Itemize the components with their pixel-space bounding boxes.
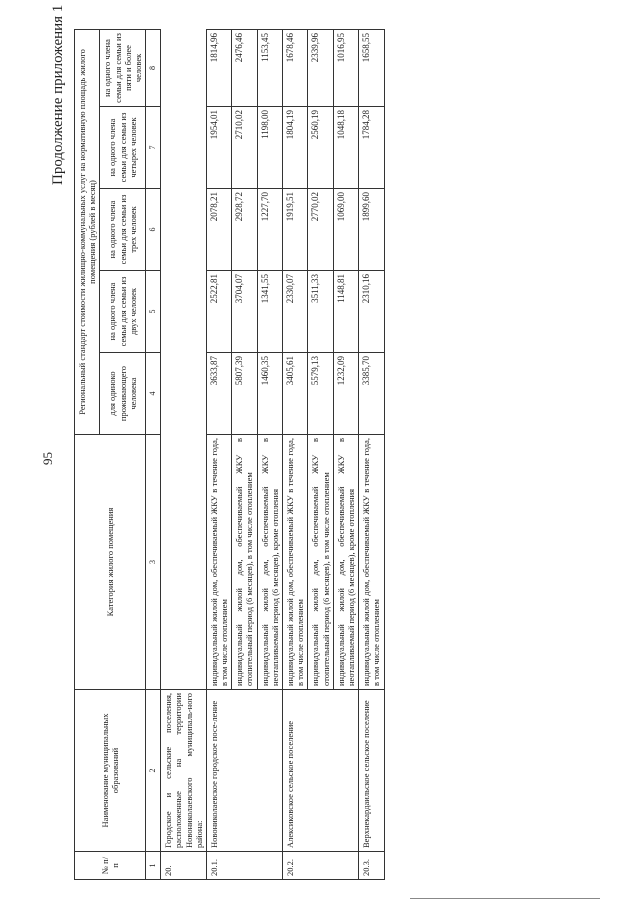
row-number: 20.3. [359, 852, 384, 880]
value-family-2: 1148,81 [333, 271, 358, 353]
bottom-edge-line [410, 898, 600, 899]
value-single: 5807,39 [232, 353, 257, 435]
value-family-4: 1198,00 [257, 107, 282, 189]
page-number: 95 [40, 452, 55, 465]
value-single: 1232,09 [333, 353, 358, 435]
value-family-2: 1341,55 [257, 271, 282, 353]
header-family-3: на одного члена семьи для семьи из трех человек [100, 189, 146, 271]
municipality-name: Верхнекардаильское сельское поселение [359, 690, 384, 852]
value-family-3: 1899,60 [359, 189, 384, 271]
housing-category: индивидуальный жилой дом, обеспечиваемый ЖКУ в неотапливаемый период (6 месяцев), кроме отопления [257, 435, 282, 690]
value-family-5plus: 1016,95 [333, 29, 358, 106]
value-family-2: 2522,81 [206, 271, 231, 353]
table-row [359, 29, 384, 879]
housing-cost-standard-table [74, 29, 385, 880]
value-family-2: 2310,16 [359, 271, 384, 353]
table-row [206, 29, 231, 879]
column-number-row [146, 29, 161, 879]
header-municipality: Наименование муниципальных образований [75, 690, 146, 852]
value-family-2: 2330,07 [283, 271, 308, 353]
column-number: 8 [146, 29, 161, 106]
header-family-5plus: на одного члена семьи для семьи из пяти и более человек [100, 29, 146, 106]
column-number: 7 [146, 107, 161, 189]
housing-category: индивидуальный жилой дом, обеспечиваемый ЖКУ в течение года, в том числе отоплением [283, 435, 308, 690]
column-number: 2 [146, 690, 161, 852]
value-family-3: 2770,02 [308, 189, 333, 271]
value-family-2: 3704,07 [232, 271, 257, 353]
section-empty [161, 29, 207, 689]
section-number: 20. [161, 852, 207, 880]
value-family-4: 1954,01 [206, 107, 231, 189]
housing-category: индивидуальный жилой дом, обеспечиваемый ЖКУ в отопительный период (6 месяцев), в том числе отоплением [232, 435, 257, 690]
housing-category: индивидуальный жилой дом, обеспечиваемый ЖКУ в отопительный период (6 месяцев), в том числе отоплением [308, 435, 333, 690]
value-family-5plus: 1153,45 [257, 29, 282, 106]
header-family-4: на одного члена семьи для семьи из четырех человек [100, 107, 146, 189]
value-family-3: 2078,21 [206, 189, 231, 271]
value-family-3: 2928,72 [232, 189, 257, 271]
column-number: 4 [146, 353, 161, 435]
municipality-name: Алексиковское сельское поселение [283, 690, 359, 852]
header-family-2: на одного члена семьи для семьи из двух человек [100, 271, 146, 353]
appendix-continuation-title: Продолжение приложения 1 [50, 4, 66, 185]
value-family-2: 3511,33 [308, 271, 333, 353]
column-number: 6 [146, 189, 161, 271]
housing-category: индивидуальный жилой дом, обеспечиваемый ЖКУ в течение года, в том числе отоплением [206, 435, 231, 690]
housing-category: индивидуальный жилой дом, обеспечиваемый ЖКУ в течение года, в том числе отоплением [359, 435, 384, 690]
column-number: 3 [146, 435, 161, 690]
header-single: для одиноко проживающего человека [100, 353, 146, 435]
value-family-5plus: 2476,46 [232, 29, 257, 106]
header-regional-standard: Региональный стандарт стоимости жилищно-коммунальных услуг на нормативную площадь жилого помещения (рублей в месяц) [75, 29, 100, 434]
value-family-3: 1069,00 [333, 189, 358, 271]
value-family-4: 2560,19 [308, 107, 333, 189]
column-number: 5 [146, 271, 161, 353]
table-row [283, 29, 308, 879]
housing-category: индивидуальный жилой дом, обеспечиваемый ЖКУ в неотапливаемый период (6 месяцев), кроме отопления [333, 435, 358, 690]
value-family-4: 2710,02 [232, 107, 257, 189]
header-category: Категория жилого помещения [75, 435, 146, 690]
value-single: 3633,87 [206, 353, 231, 435]
value-single: 3385,70 [359, 353, 384, 435]
value-single: 3405,61 [283, 353, 308, 435]
row-number: 20.1. [206, 852, 282, 880]
value-family-5plus: 2339,96 [308, 29, 333, 106]
value-family-4: 1048,18 [333, 107, 358, 189]
table-header-row [75, 29, 100, 879]
row-number: 20.2. [283, 852, 359, 880]
value-family-5plus: 1658,55 [359, 29, 384, 106]
value-family-4: 1784,28 [359, 107, 384, 189]
value-family-5plus: 1814,96 [206, 29, 231, 106]
value-single: 5579,13 [308, 353, 333, 435]
section-row [161, 29, 207, 879]
header-number: № п/п [75, 852, 146, 880]
value-single: 1460,35 [257, 353, 282, 435]
column-number: 1 [146, 852, 161, 880]
value-family-5plus: 1678,46 [283, 29, 308, 106]
value-family-3: 1227,70 [257, 189, 282, 271]
value-family-3: 1919,51 [283, 189, 308, 271]
municipality-name: Новониколаевское городское посе-ление [206, 690, 282, 852]
value-family-4: 1804,19 [283, 107, 308, 189]
section-name: Городское и сельские поселения, расположенные на территории Новониколаевского муниципаль-ного района: [161, 690, 207, 852]
